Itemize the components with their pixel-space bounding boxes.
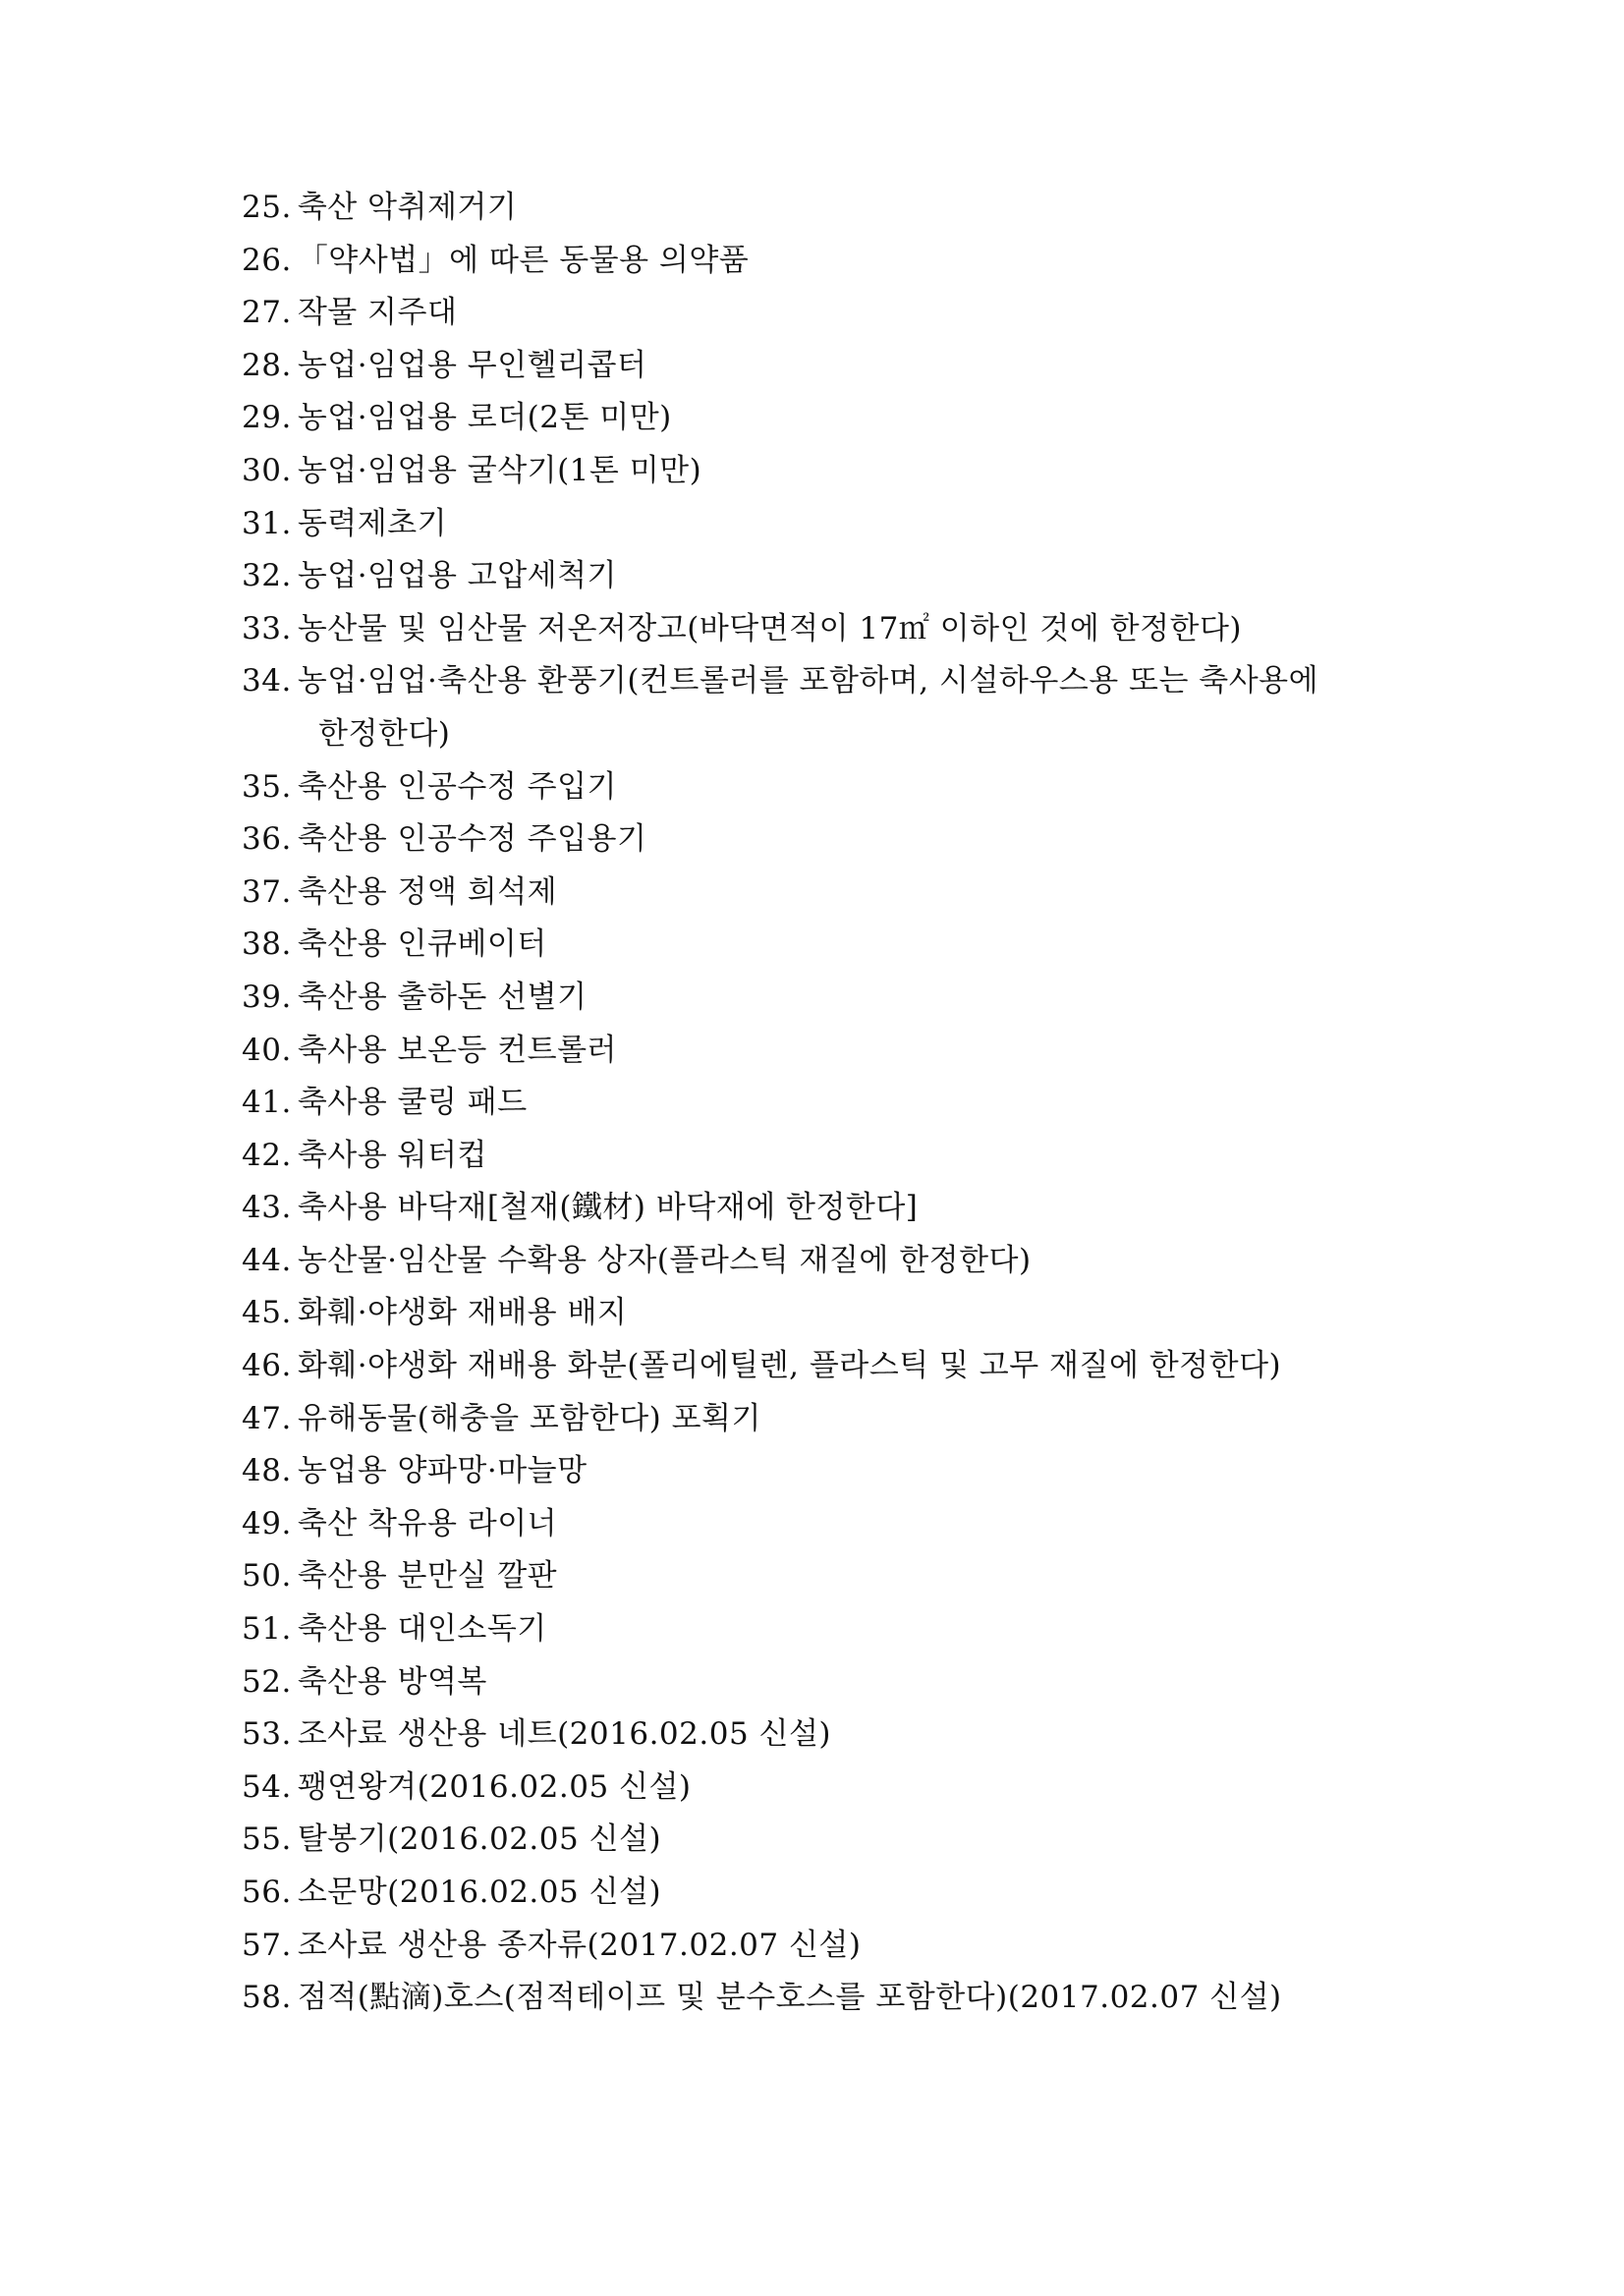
item-number: 56. — [242, 1875, 292, 1910]
list-item — [242, 1025, 1480, 1078]
item-text: 축산용 방역복 — [297, 1663, 487, 1700]
item-text: 축산용 출하돈 선별기 — [297, 979, 588, 1015]
item-text: 「약사법」에 따른 동물용 의약품 — [297, 242, 750, 278]
list-item — [242, 1867, 1480, 1920]
item-number: 52. — [242, 1663, 292, 1700]
list-item — [242, 235, 1480, 288]
list-item — [242, 1603, 1480, 1656]
item-text: 탈봉기(2016.02.05 신설) — [297, 1821, 662, 1858]
item-text: 점적(點滴)호스(점적테이프 및 분수호스를 포함한다)(2017.02.07 신설) — [297, 1980, 1282, 2016]
list-item — [242, 1235, 1480, 1288]
list-item — [242, 1445, 1480, 1498]
item-text: 축사용 바닥재[철재(鐵材) 바닥재에 한정한다] — [297, 1190, 919, 1226]
item-text: 축산 착유용 라이너 — [297, 1505, 558, 1541]
item-text: 축산용 인큐베이터 — [297, 926, 547, 963]
list-item — [242, 1920, 1480, 1973]
item-number: 57. — [242, 1927, 292, 1963]
item-text: 축산 악취제거기 — [297, 190, 518, 225]
item-number: 33. — [242, 610, 292, 646]
list-item — [242, 761, 1480, 814]
list-item — [242, 1550, 1480, 1603]
list-item — [242, 919, 1480, 972]
item-number: 29. — [242, 400, 292, 436]
item-text: 동력제초기 — [297, 505, 448, 541]
item-number: 58. — [242, 1980, 292, 2016]
list-item — [242, 392, 1480, 445]
list-item — [242, 655, 1480, 760]
item-number: 32. — [242, 558, 292, 594]
item-number: 42. — [242, 1137, 292, 1173]
item-text: 농업·임업용 굴삭기(1톤 미만) — [297, 452, 702, 488]
item-text: 축산용 정액 희석제 — [297, 873, 558, 910]
item-number: 37. — [242, 873, 292, 910]
item-text: 축산용 분만실 깔판 — [297, 1558, 558, 1595]
item-number: 35. — [242, 768, 292, 805]
item-text: 유해동물(해충을 포함한다) 포획기 — [297, 1400, 761, 1436]
item-number: 27. — [242, 295, 292, 331]
item-number: 46. — [242, 1348, 292, 1384]
item-number: 51. — [242, 1611, 292, 1648]
item-number: 53. — [242, 1716, 292, 1753]
item-number: 34. — [242, 663, 292, 700]
item-text: 농산물 및 임산물 저온저장고(바닥면적이 17㎡ 이하인 것에 한정한다) — [297, 610, 1243, 646]
list-item — [242, 1708, 1480, 1762]
item-number: 38. — [242, 926, 292, 963]
item-number: 28. — [242, 347, 292, 383]
item-number: 45. — [242, 1295, 292, 1331]
list-item — [242, 972, 1480, 1025]
list-item — [242, 550, 1480, 603]
item-list — [242, 182, 1480, 2025]
list-item — [242, 1393, 1480, 1446]
item-number: 48. — [242, 1453, 292, 1489]
list-item — [242, 1814, 1480, 1867]
item-text: 농업·임업·축산용 환풍기(컨트롤러를 포함하며, 시설하우스용 또는 축사용에 — [297, 663, 1319, 700]
list-item — [242, 182, 1480, 235]
item-number: 31. — [242, 505, 292, 541]
item-text: 축산용 인공수정 주입기 — [297, 768, 617, 805]
item-text: 축사용 워터컵 — [297, 1137, 487, 1173]
item-number: 40. — [242, 1032, 292, 1068]
list-item — [242, 1130, 1480, 1183]
item-text: 소문망(2016.02.05 신설) — [297, 1875, 662, 1910]
item-text: 농업·임업용 로더(2톤 미만) — [297, 400, 672, 436]
list-item — [242, 1762, 1480, 1815]
list-item — [242, 813, 1480, 867]
item-text: 축사용 보온등 컨트롤러 — [297, 1032, 617, 1068]
list-item — [242, 498, 1480, 551]
item-number: 39. — [242, 979, 292, 1015]
item-number: 26. — [242, 242, 292, 278]
item-number: 36. — [242, 821, 292, 858]
item-number: 30. — [242, 452, 292, 488]
list-item — [242, 1182, 1480, 1235]
list-item — [242, 867, 1480, 920]
item-text: 꽹연왕겨(2016.02.05 신설) — [297, 1768, 692, 1805]
item-text: 농업·임업용 무인헬리콥터 — [297, 347, 647, 383]
list-item — [242, 1340, 1480, 1393]
item-text: 농업·임업용 고압세척기 — [297, 558, 617, 594]
item-text: 화훼·야생화 재배용 배지 — [297, 1295, 628, 1331]
list-item — [242, 445, 1480, 498]
item-text: 농산물·임산물 수확용 상자(플라스틱 재질에 한정한다) — [297, 1242, 1032, 1278]
item-text: 농업용 양파망·마늘망 — [297, 1453, 588, 1489]
item-number: 55. — [242, 1821, 292, 1858]
item-text: 작물 지주대 — [297, 295, 458, 331]
list-item — [242, 1077, 1480, 1130]
list-item — [242, 1656, 1480, 1709]
list-item — [242, 1287, 1480, 1340]
item-number: 44. — [242, 1242, 292, 1278]
item-number: 47. — [242, 1400, 292, 1436]
item-number: 50. — [242, 1558, 292, 1595]
item-text: 축사용 쿨링 패드 — [297, 1085, 528, 1121]
item-number: 49. — [242, 1505, 292, 1541]
item-text-continuation: 한정한다) — [318, 715, 451, 752]
list-item — [242, 1498, 1480, 1551]
item-number: 41. — [242, 1085, 292, 1121]
item-text: 축산용 인공수정 주입용기 — [297, 821, 647, 858]
item-text: 축산용 대인소독기 — [297, 1611, 547, 1648]
list-item — [242, 287, 1480, 340]
list-item — [242, 340, 1480, 393]
list-item — [242, 1972, 1480, 2025]
item-text: 조사료 생산용 종자류(2017.02.07 신설) — [297, 1927, 862, 1963]
item-text: 조사료 생산용 네트(2016.02.05 신설) — [297, 1716, 832, 1753]
item-number: 43. — [242, 1190, 292, 1226]
item-number: 54. — [242, 1768, 292, 1805]
item-number: 25. — [242, 190, 292, 225]
list-item — [242, 603, 1480, 656]
item-text: 화훼·야생화 재배용 화분(폴리에틸렌, 플라스틱 및 고무 재질에 한정한다) — [297, 1348, 1282, 1384]
